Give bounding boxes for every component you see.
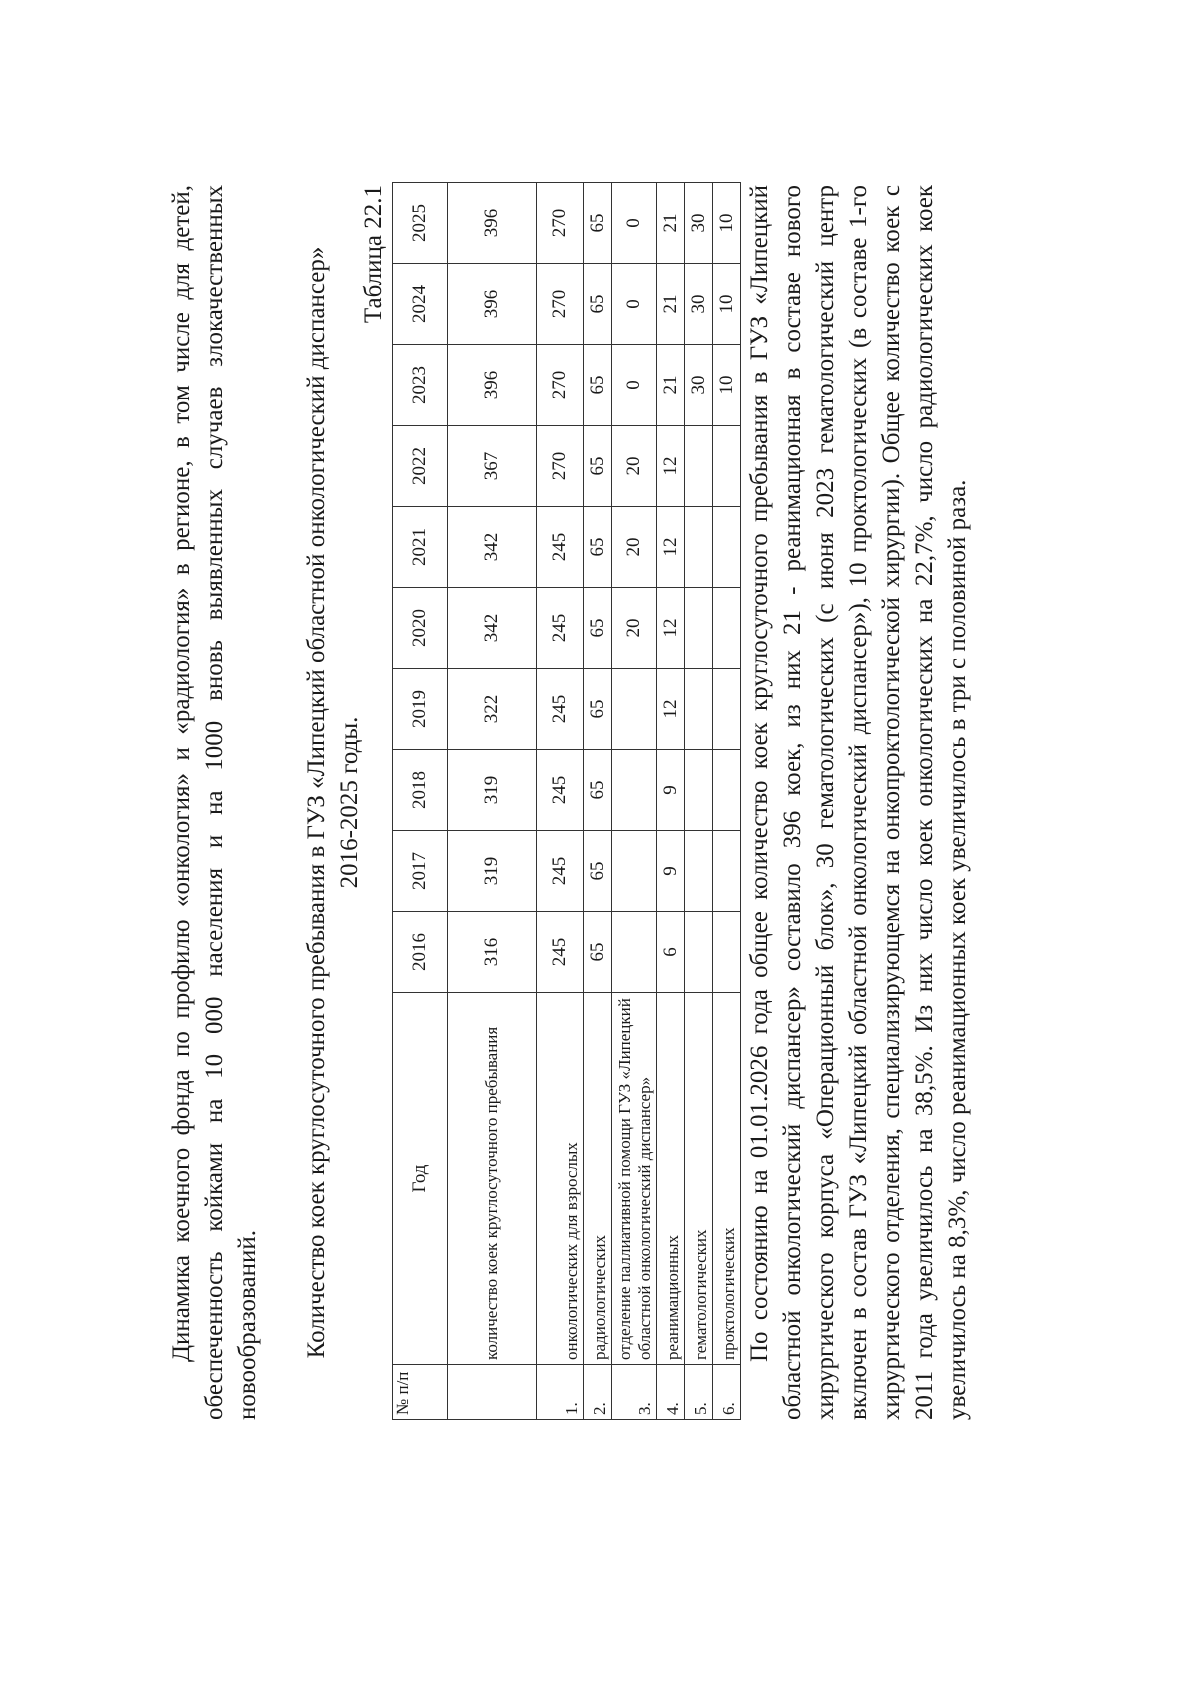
value-cell: 367 — [448, 426, 537, 507]
value-cell: 0 — [612, 345, 657, 426]
num-header-cell: № п/п — [393, 1365, 448, 1420]
value-cell — [612, 912, 657, 993]
value-cell: 65 — [584, 507, 612, 588]
row-number-cell: 5. — [685, 1365, 713, 1420]
value-cell — [685, 669, 713, 750]
table-row — [685, 183, 713, 1420]
value-cell: 12 — [657, 507, 685, 588]
year-header-2017: 2017 — [393, 831, 448, 912]
table-caption-line-1: Количество коек круглосуточного пребывания в ГУЗ «Липецкий областной онкологический диспансер» — [303, 246, 330, 1359]
table-row — [657, 183, 685, 1420]
value-cell: 65 — [584, 183, 612, 264]
value-cell — [713, 750, 741, 831]
year-header-2025: 2025 — [393, 183, 448, 264]
year-header-2019: 2019 — [393, 669, 448, 750]
value-cell: 10 — [713, 345, 741, 426]
value-cell: 65 — [584, 264, 612, 345]
value-cell — [685, 750, 713, 831]
value-cell — [713, 831, 741, 912]
year-header-2023: 2023 — [393, 345, 448, 426]
table-caption-line-2: 2016-2025 годы. — [336, 716, 363, 889]
value-cell: 396 — [448, 183, 537, 264]
value-cell — [713, 669, 741, 750]
value-cell: 65 — [584, 831, 612, 912]
value-cell: 245 — [537, 912, 584, 993]
value-cell: 9 — [657, 750, 685, 831]
rotated-page-content — [0, 115, 1200, 1595]
row-number-cell: 2. — [584, 1365, 612, 1420]
value-cell — [685, 912, 713, 993]
value-cell: 12 — [657, 669, 685, 750]
value-cell: 0 — [612, 183, 657, 264]
value-cell: 65 — [584, 750, 612, 831]
value-cell: 270 — [537, 183, 584, 264]
value-cell: 12 — [657, 426, 685, 507]
value-cell: 10 — [713, 183, 741, 264]
year-header-2021: 2021 — [393, 507, 448, 588]
value-cell: 10 — [713, 264, 741, 345]
value-cell: 30 — [685, 264, 713, 345]
table-row — [537, 183, 584, 1420]
value-cell: 20 — [612, 507, 657, 588]
year-header-2022: 2022 — [393, 426, 448, 507]
value-cell — [685, 507, 713, 588]
row-label-cell: гематологических — [685, 993, 713, 1365]
value-cell: 0 — [612, 264, 657, 345]
value-cell: 9 — [657, 831, 685, 912]
value-cell: 21 — [657, 264, 685, 345]
table-row — [584, 183, 612, 1420]
table-row — [612, 183, 657, 1420]
value-cell: 245 — [537, 507, 584, 588]
row-label-cell: онкологических для взрослых — [537, 993, 584, 1365]
value-cell — [685, 831, 713, 912]
table-row — [448, 183, 537, 1420]
value-cell: 65 — [584, 426, 612, 507]
value-cell: 65 — [584, 588, 612, 669]
value-cell: 316 — [448, 912, 537, 993]
table-row — [713, 183, 741, 1420]
value-cell: 21 — [657, 345, 685, 426]
value-cell: 342 — [448, 588, 537, 669]
value-cell: 245 — [537, 831, 584, 912]
row-number-cell: 1. — [537, 1365, 584, 1420]
row-label-cell: отделение паллиативной помощи ГУЗ «Липецкий областной онкологический диспансер» — [612, 993, 657, 1365]
year-header-cell: Год — [393, 993, 448, 1365]
row-label-cell: радиологических — [584, 993, 612, 1365]
value-cell — [713, 588, 741, 669]
value-cell: 65 — [584, 345, 612, 426]
value-cell — [612, 750, 657, 831]
value-cell: 245 — [537, 750, 584, 831]
value-cell: 270 — [537, 264, 584, 345]
value-cell: 20 — [612, 426, 657, 507]
value-cell: 319 — [448, 831, 537, 912]
beds-table — [392, 182, 741, 1420]
value-cell — [713, 426, 741, 507]
year-header-2024: 2024 — [393, 264, 448, 345]
summary-paragraph: По состоянию на 01.01.2026 года общее количество коек круглосуточного пребывания в ГУЗ «Липецкий областной онкологический диспансер» составило 396 коек, из них 21 - реанимационная в составе нового хирургического корпуса «Операционный блок», 30 гематологических (с июня 2023 гематологический центр включен в состав ГУЗ «Липецкий областной онкологический диспансер»), 10 проктологических (в составе 1-го хирургического отделения, специализирующемся на онкопроктологической хирургии). Общее количество коек с 2011 года увеличилось на 38,5%. Из них число коек онкологических на 22,7%, число радиологических коек увеличилось на 8,3%, число реанимационных коек увеличилось в три с половиной раза. — [746, 185, 971, 1420]
value-cell: 30 — [685, 183, 713, 264]
value-cell — [685, 426, 713, 507]
year-header-2018: 2018 — [393, 750, 448, 831]
value-cell: 6 — [657, 912, 685, 993]
value-cell: 21 — [657, 183, 685, 264]
value-cell — [612, 669, 657, 750]
value-cell: 20 — [612, 588, 657, 669]
value-cell: 65 — [584, 912, 612, 993]
value-cell: 319 — [448, 750, 537, 831]
value-cell: 12 — [657, 588, 685, 669]
row-label-cell: проктологических — [713, 993, 741, 1365]
row-label-cell: количество коек круглосуточного пребывания — [448, 993, 537, 1365]
value-cell: 396 — [448, 264, 537, 345]
value-cell: 270 — [537, 345, 584, 426]
intro-paragraph: Динамика коечного фонда по профилю «онкология» и «радиология» в регионе, в том числе для детей, обеспеченность койками на 10 000 населения и на 1000 вновь выявленных случаев злокачественных новообразований. — [168, 185, 261, 1420]
value-cell: 396 — [448, 345, 537, 426]
table-caption — [300, 185, 366, 1420]
row-label-cell: реанимационных — [657, 993, 685, 1365]
value-cell: 65 — [584, 669, 612, 750]
row-number-cell: 3. — [612, 1365, 657, 1420]
row-number-cell: 6. — [713, 1365, 741, 1420]
value-cell — [713, 507, 741, 588]
value-cell: 245 — [537, 669, 584, 750]
row-number-cell — [448, 1365, 537, 1420]
table-header-row — [393, 183, 448, 1420]
year-header-2020: 2020 — [393, 588, 448, 669]
value-cell: 270 — [537, 426, 584, 507]
table-body — [393, 183, 741, 1420]
row-number-cell: 4. — [657, 1365, 685, 1420]
value-cell: 342 — [448, 507, 537, 588]
year-header-2016: 2016 — [393, 912, 448, 993]
value-cell: 245 — [537, 588, 584, 669]
value-cell — [713, 912, 741, 993]
value-cell — [612, 831, 657, 912]
value-cell — [685, 588, 713, 669]
table-number-label: Таблица 22.1 — [360, 185, 387, 324]
value-cell: 30 — [685, 345, 713, 426]
value-cell: 322 — [448, 669, 537, 750]
